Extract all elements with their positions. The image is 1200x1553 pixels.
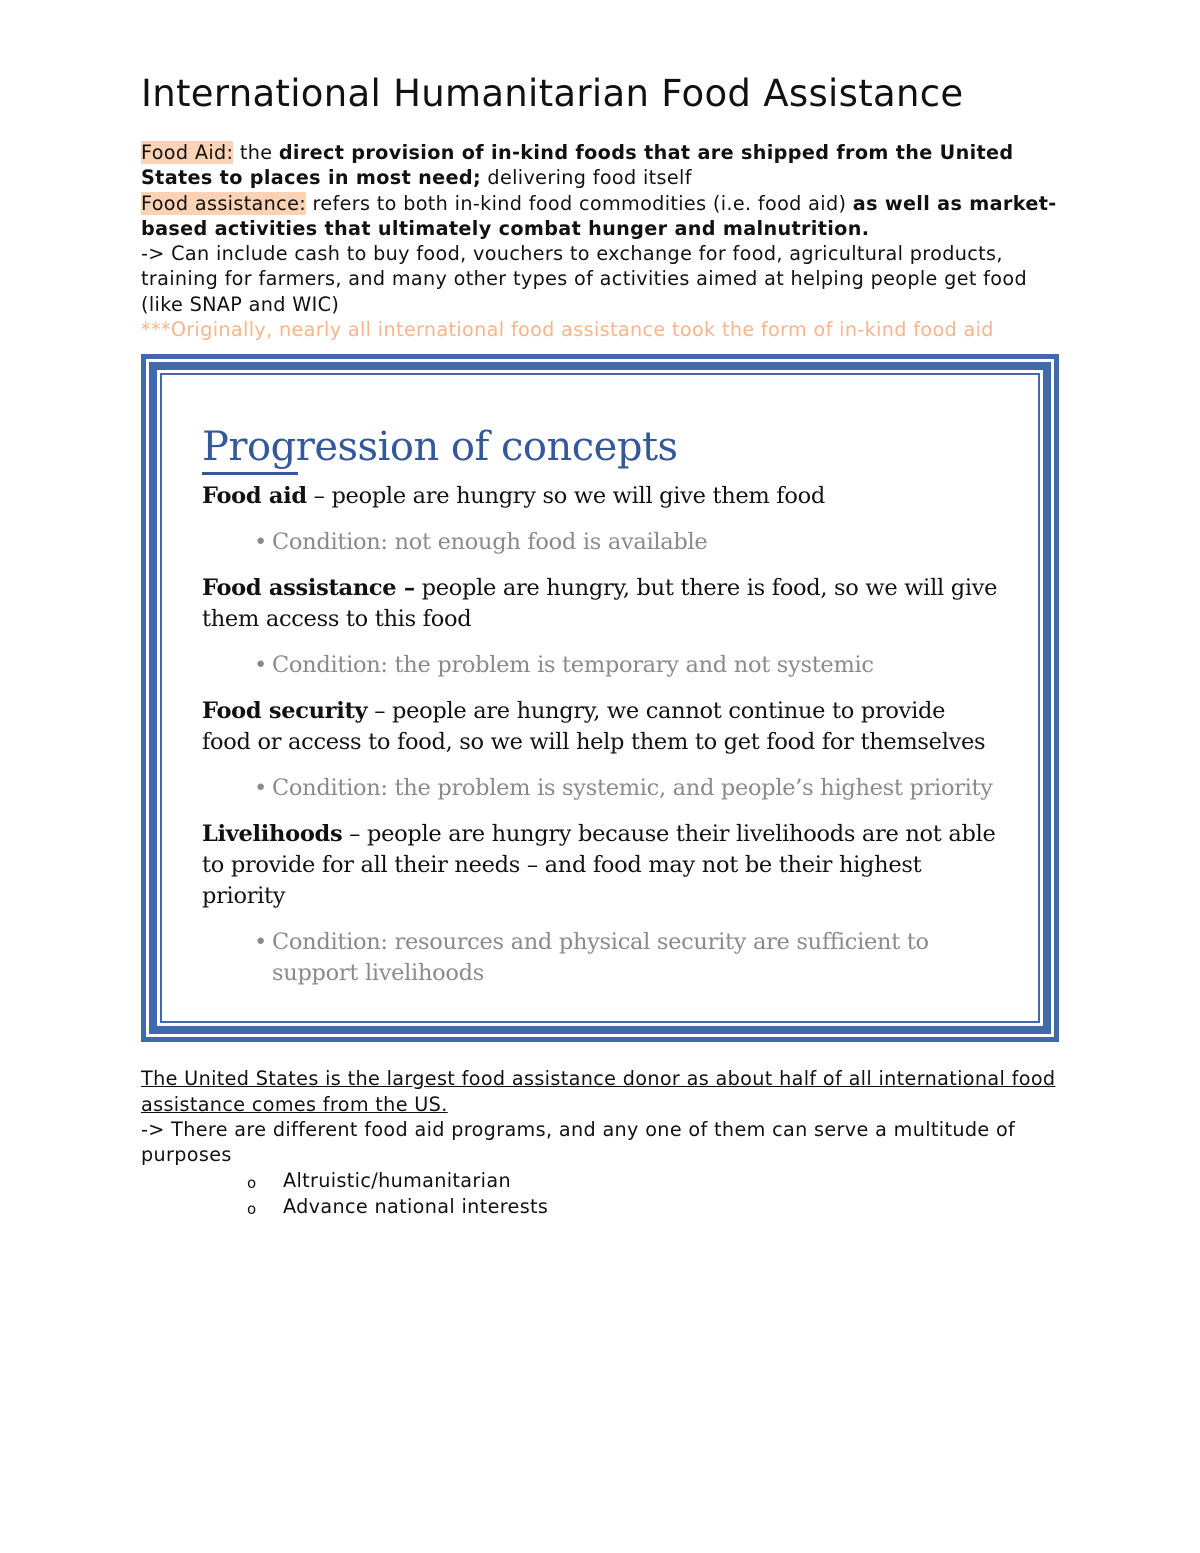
concept-term: Livelihoods xyxy=(202,821,343,848)
condition-text: Condition: the problem is temporary and not systemic xyxy=(272,652,874,679)
concept-condition xyxy=(254,927,998,989)
concept-food-assistance xyxy=(202,573,998,635)
figure-title xyxy=(202,421,678,473)
food-aid-bold: direct provision of in-kind foods that are shipped from the United States to places in most need; xyxy=(141,141,1014,190)
can-include-note: -> Can include cash to buy food, vouchers to exchange for food, agricultural products, training for farmers, and many other types of activities aimed at helping people get food (like SNAP and WIC) xyxy=(141,242,1027,316)
purposes-list xyxy=(141,1168,1061,1221)
food-aid-pre: the xyxy=(233,141,279,164)
figure-body xyxy=(160,373,1040,1023)
food-aid-label: Food Aid: xyxy=(141,141,234,164)
programs-note: -> There are different food aid programs, and any one of them can serve a multitude of purposes xyxy=(141,1117,1016,1167)
concept-term: Food aid xyxy=(202,483,307,510)
list-item xyxy=(247,1168,1061,1195)
food-assistance-label: Food assistance: xyxy=(141,191,307,215)
condition-text: Condition: the problem is systemic, and people’s highest priority xyxy=(272,775,993,802)
list-item-text: Altruistic/humanitarian xyxy=(283,1168,511,1192)
food-assistance-pre: refers to both in-kind food commodities (i.e. food aid) xyxy=(306,191,853,215)
circle-bullet-icon: o xyxy=(247,1200,257,1219)
bullet-icon: • xyxy=(254,929,267,956)
food-aid-post: delivering food itself xyxy=(480,166,692,190)
concept-text: people are hungry, but there is food, so we will give them access to this food xyxy=(202,575,998,633)
list-item xyxy=(247,1194,1061,1221)
page-title: International Humanitarian Food Assistance xyxy=(141,72,964,115)
concept-condition xyxy=(254,650,998,681)
bullet-icon: • xyxy=(254,652,267,679)
concept-text: – people are hungry, we cannot continue to provide food or access to food, so we will help them to get food for themselves xyxy=(202,698,986,756)
food-assistance-definition xyxy=(141,191,1061,242)
food-aid-definition xyxy=(141,140,1061,191)
figure-title-underline xyxy=(202,472,298,475)
condition-text: Condition: resources and physical security are sufficient to support livelihoods xyxy=(272,929,929,987)
food-assistance-bold: as well as market-based activities that ultimately combat hunger and malnutrition. xyxy=(141,191,1057,240)
condition-text: Condition: not enough food is available xyxy=(272,529,708,556)
concept-term: Food assistance – xyxy=(202,575,415,602)
concept-food-security xyxy=(202,696,998,758)
concept-text: – people are hungry so we will give them food xyxy=(306,483,825,510)
originally-note: ***Originally, nearly all international food assistance took the form of in-kind food aid xyxy=(141,318,994,342)
concept-text: – people are hungry because their livelihoods are not able to provide for all their needs – and food may not be their highest priority xyxy=(202,821,996,910)
progression-figure xyxy=(141,354,1059,1042)
circle-bullet-icon: o xyxy=(247,1173,257,1192)
us-largest-donor: The United States is the largest food assistance donor as about half of all international food assistance comes from the US. xyxy=(141,1067,1056,1116)
concept-livelihoods xyxy=(202,819,998,912)
figure-frame xyxy=(149,362,1051,1034)
figure-title-text: Progression of concepts xyxy=(202,424,678,471)
list-item-text: Advance national interests xyxy=(283,1195,549,1219)
after-figure-section xyxy=(141,1066,1061,1220)
concept-condition xyxy=(254,527,998,558)
concept-food-aid xyxy=(202,481,998,512)
bullet-icon: • xyxy=(254,529,267,556)
concept-term: Food security xyxy=(202,698,368,725)
bullet-icon: • xyxy=(254,775,267,802)
document-content xyxy=(141,70,1061,1221)
concept-condition xyxy=(254,773,998,804)
